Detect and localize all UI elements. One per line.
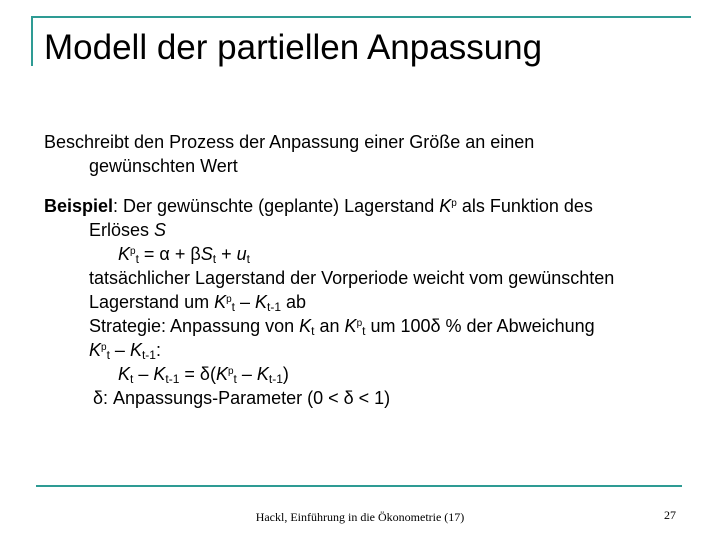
- example-line-9: δ: Anpassungs-Parameter (0 < δ < 1): [93, 388, 391, 408]
- example-line-7: $K^p_t - K_{t-1}$:: [89, 340, 161, 362]
- example-line-2: Erlöses S: [89, 220, 167, 240]
- title-rule-horizontal: [31, 16, 691, 18]
- footer-citation: Hackl, Einführung in die Ökonometrie (17): [255, 510, 465, 524]
- example-line-4: tatsächlicher Lagerstand der Vorperiode weicht vom gewünschten: [89, 268, 615, 288]
- title-rule-vertical: [31, 16, 33, 66]
- description-line-1: Beschreibt den Prozess der Anpassung einer Größe an einen: [44, 132, 535, 152]
- example-label: Beispiel: [44, 196, 114, 216]
- slide-title: Modell der partiellen Anpassung: [44, 28, 543, 67]
- equation-lagerstand: $K^p_t = \alpha + \beta S_t + u_t$: [118, 244, 250, 266]
- example-line-6: Strategie: Anpassung von $K_t$ an $K^p_t$ um 100δ % der Abweichung: [89, 316, 595, 338]
- description-line-2: gewünschten Wert: [89, 156, 238, 176]
- paragraph-description: [44, 130, 534, 178]
- example-line-1: Beispiel: Der gewünschte (geplante) Lagerstand $K^p$ als Funktion des: [44, 196, 593, 216]
- footer-rule: [36, 485, 682, 487]
- equation-adjustment: $K_t - K_{t-1} = \delta(K^p_t - K_{t-1})$: [118, 364, 289, 386]
- paragraph-example: [44, 194, 614, 410]
- page-number: 27: [664, 508, 676, 522]
- example-line-5: Lagerstand um $K^p_t - K_{t-1}$ ab: [89, 292, 307, 314]
